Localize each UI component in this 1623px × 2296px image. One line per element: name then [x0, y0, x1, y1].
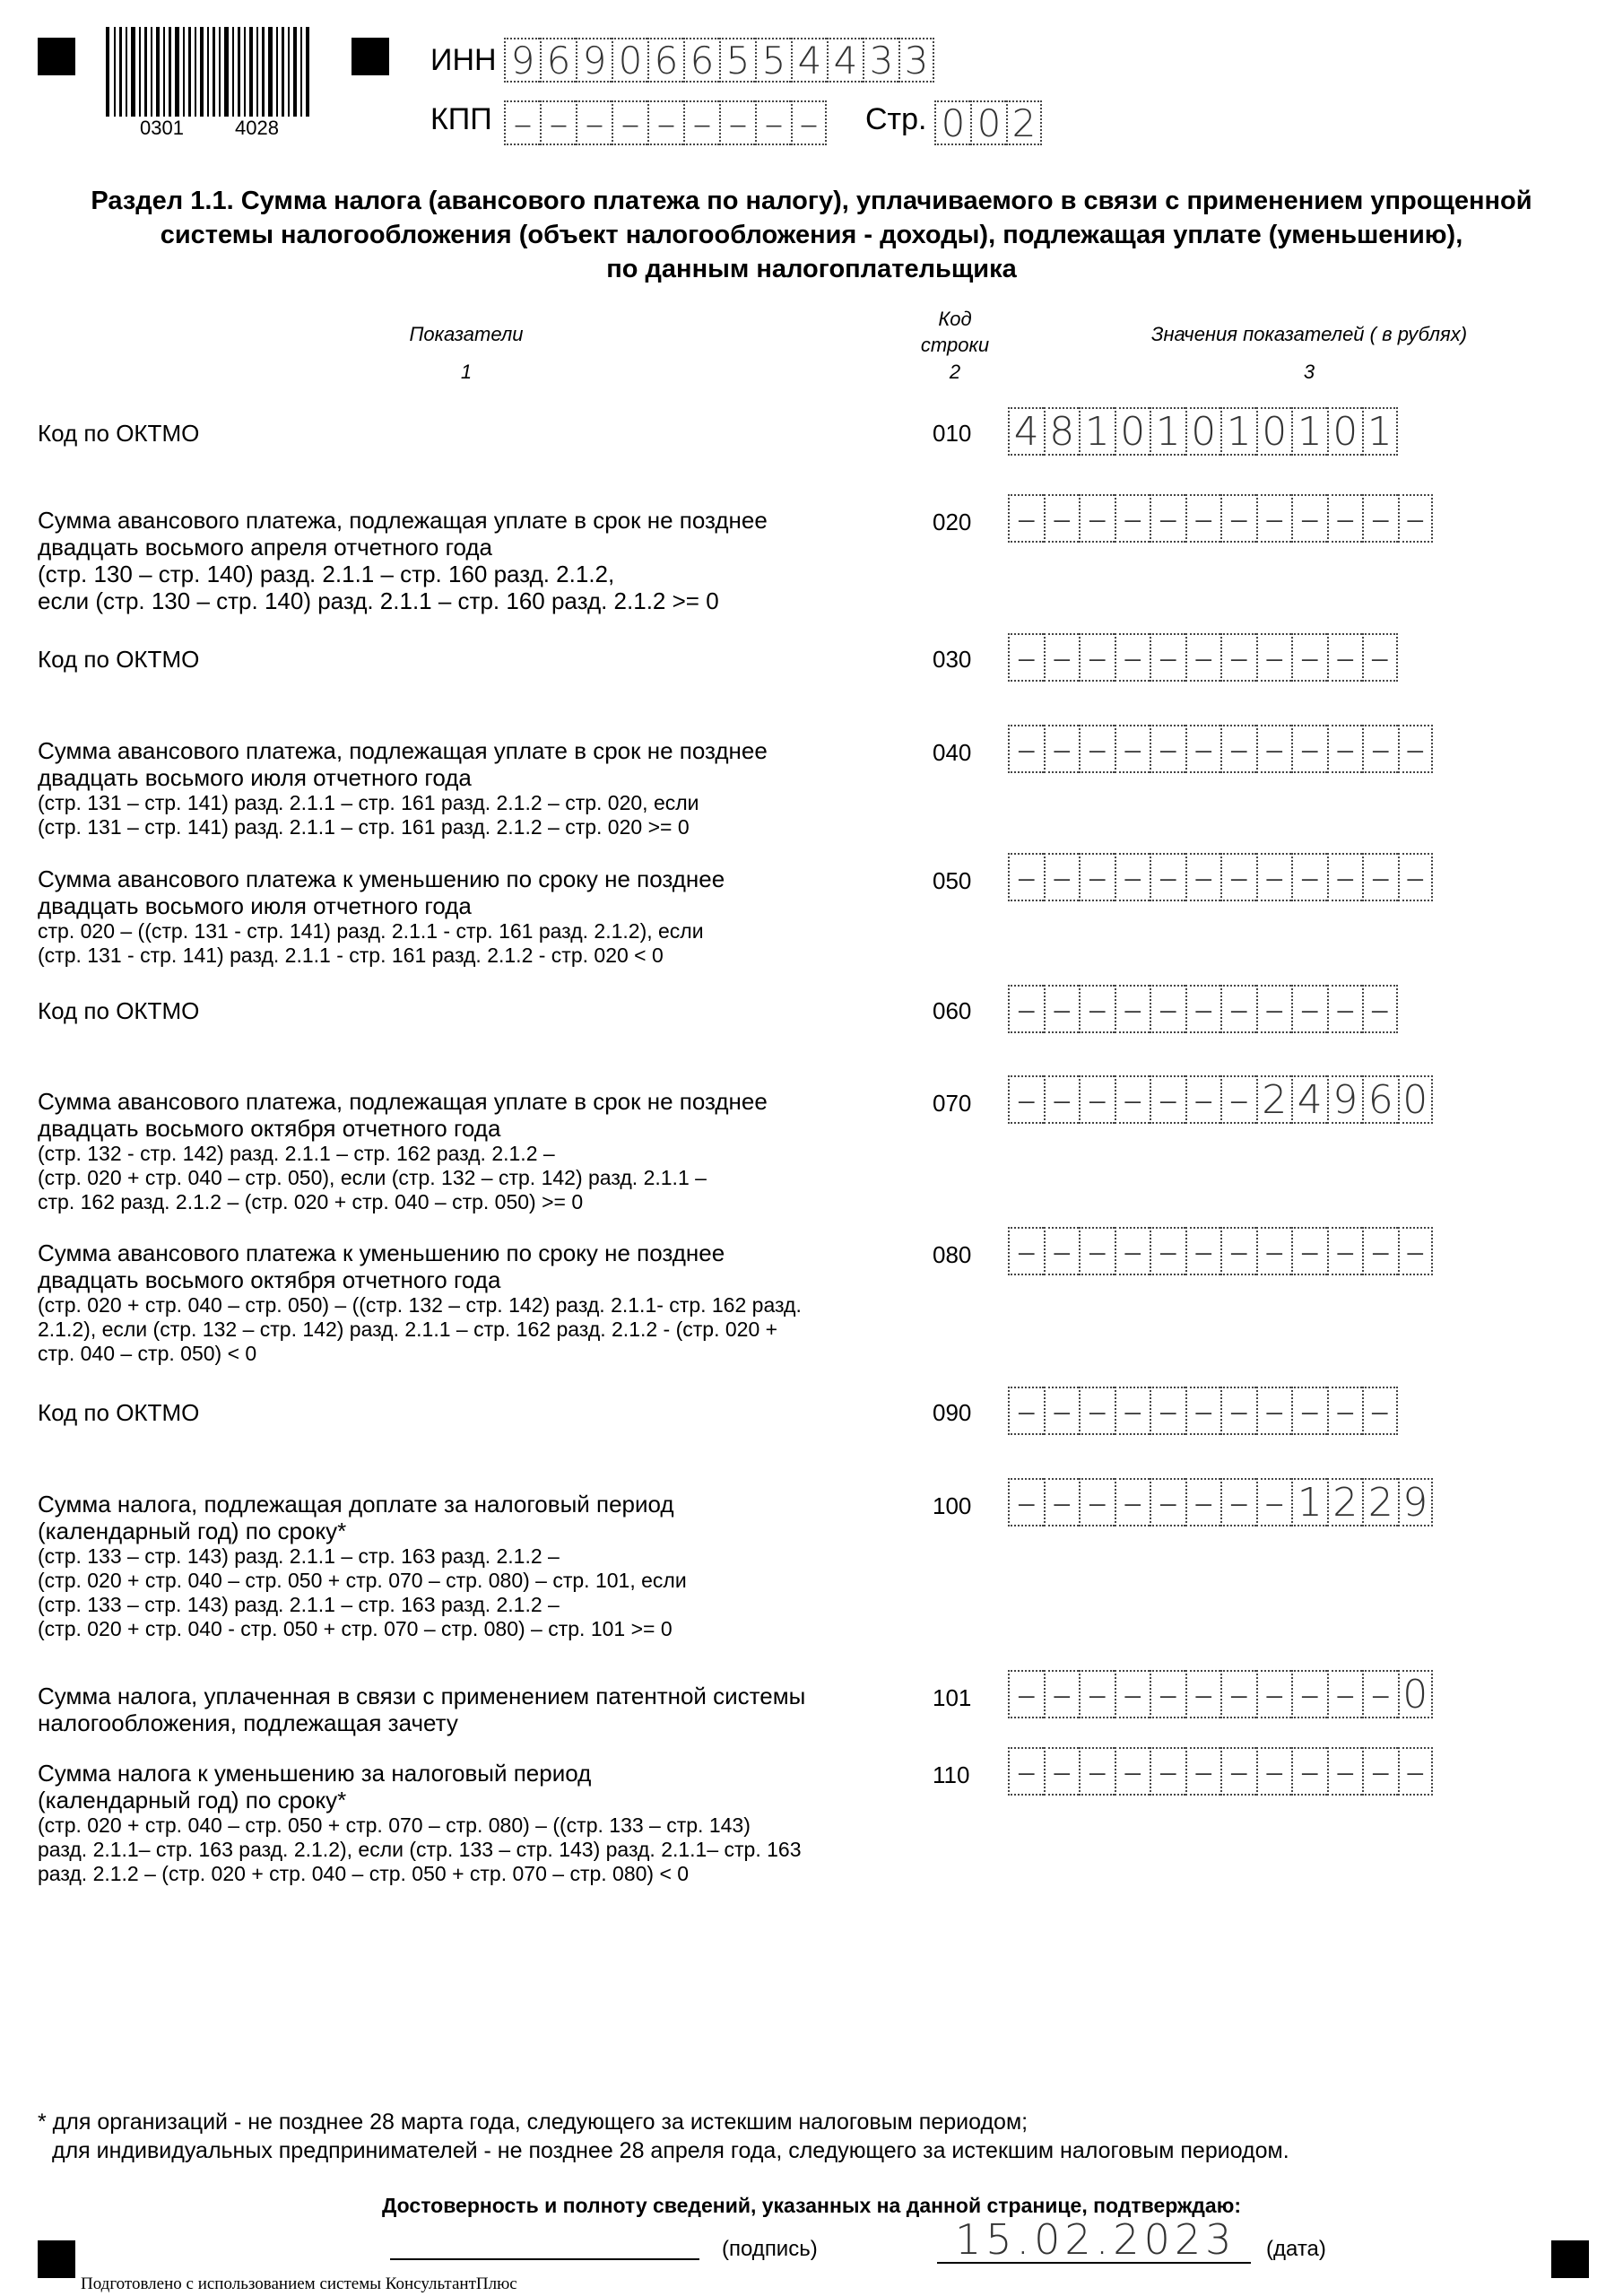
row-030-value-cell[interactable]: –	[1008, 633, 1044, 682]
page-label: Стр.	[865, 102, 927, 136]
row-060-value-cell[interactable]: –	[1362, 985, 1398, 1033]
row-070-value-cell[interactable]: 2	[1256, 1075, 1292, 1124]
row-100-value-cell[interactable]: 9	[1398, 1478, 1434, 1526]
row-030-code: 030	[933, 646, 972, 673]
inn-cell[interactable]: 6	[647, 38, 683, 83]
column-header-indicators: Показатели	[409, 323, 524, 345]
page-number-cell[interactable]: 2	[1006, 100, 1042, 145]
section-title-line-3: по данным налогоплательщика	[606, 255, 1017, 283]
row-090-value-field	[1008, 1387, 1398, 1435]
section-title-line-1: Раздел 1.1. Сумма налога (авансового платежа по налогу), уплачиваемого в связи с применением упрощенной	[91, 187, 1532, 215]
row-030-value-field	[1008, 633, 1398, 682]
row-090-value-cell[interactable]: –	[1008, 1387, 1044, 1435]
confirmation-text: Достоверность и полноту сведений, указанных на данной странице, подтверждаю:	[381, 2194, 1241, 2217]
row-040-value-field	[1008, 725, 1433, 773]
row-101-value-cell[interactable]: –	[1256, 1670, 1292, 1718]
row-100-value-cell[interactable]: –	[1115, 1478, 1150, 1526]
column-number-2: 2	[949, 361, 961, 383]
kpp-cell[interactable]: –	[719, 100, 755, 145]
row-080-value-field	[1008, 1227, 1433, 1275]
row-060-value-cell[interactable]: –	[1256, 985, 1292, 1033]
row-080-value-cell[interactable]: –	[1256, 1227, 1292, 1275]
row-060-value-cell[interactable]: –	[1044, 985, 1080, 1033]
row-020-code: 020	[933, 509, 972, 535]
row-040-value-cell[interactable]: –	[1079, 725, 1115, 773]
row-070-value-cell[interactable]: 0	[1398, 1075, 1434, 1124]
row-070-value-cell[interactable]: –	[1044, 1075, 1080, 1124]
row-090-value-cell[interactable]: –	[1150, 1387, 1185, 1435]
row-040-value-cell[interactable]: –	[1327, 725, 1363, 773]
kpp-cell[interactable]: –	[647, 100, 683, 145]
row-101-value-cell[interactable]: –	[1150, 1670, 1185, 1718]
row-040-value-cell[interactable]: –	[1362, 725, 1398, 773]
row-090-value-cell[interactable]: –	[1044, 1387, 1080, 1435]
row-110-value-cell[interactable]: –	[1150, 1747, 1185, 1796]
row-010-value-cell[interactable]: 0	[1185, 407, 1221, 456]
kpp-field	[504, 100, 827, 145]
row-110-value-cell[interactable]: –	[1185, 1747, 1221, 1796]
row-100-formula: (стр. 133 – стр. 143) разд. 2.1.1 – стр. 163 разд. 2.1.2 – (стр. 020 + стр. 040 – стр. 050 + стр. 070 – стр. 080) – стр. 101, если (стр. 133 – стр. 143) разд. 2.1.1 – стр. 163 разд. 2.1.2 – (стр. 020 + стр. 040 - стр. 050 + стр. 070 – стр. 080) – стр. 101 >= 0	[38, 1544, 687, 1640]
footnote-line-1: * для организаций - не позднее 28 марта года, следующего за истекшим налоговым периодом;	[38, 2109, 1028, 2135]
row-080-value-cell[interactable]: –	[1185, 1227, 1221, 1275]
inn-cell[interactable]: 4	[791, 38, 827, 83]
row-080-formula: (стр. 020 + стр. 040 – стр. 050) – ((стр. 132 – стр. 142) разд. 2.1.1- стр. 162 разд. 2.1.2), если (стр. 132 – стр. 142) разд. 2.1.1 – стр. 162 разд. 2.1.2 - (стр. 020 + стр. 040 – стр. 050) < 0	[38, 1293, 802, 1365]
row-030-value-cell[interactable]: –	[1115, 633, 1150, 682]
row-101-code: 101	[933, 1684, 972, 1711]
row-110-value-field	[1008, 1747, 1433, 1796]
row-070-formula: (стр. 132 - стр. 142) разд. 2.1.1 – стр. 162 разд. 2.1.2 – (стр. 020 + стр. 040 – стр. 050), если (стр. 132 – стр. 142) разд. 2.1.1 – стр. 162 разд. 2.1.2 – (стр. 020 + стр. 040 – стр. 050) >= 0	[38, 1142, 707, 1213]
row-010-value-cell[interactable]: 4	[1008, 407, 1044, 456]
row-110-value-cell[interactable]: –	[1291, 1747, 1327, 1796]
row-080-label	[38, 1239, 881, 1366]
row-070-code: 070	[933, 1090, 972, 1117]
row-020-value-cell[interactable]: –	[1362, 494, 1398, 543]
row-060-value-cell[interactable]: –	[1327, 985, 1363, 1033]
row-050-label	[38, 865, 881, 968]
row-020-value-cell[interactable]: –	[1115, 494, 1150, 543]
row-030-value-cell[interactable]: –	[1362, 633, 1398, 682]
column-header-values: Значения показателей ( в рублях)	[1150, 323, 1468, 345]
row-080-value-cell[interactable]: –	[1008, 1227, 1044, 1275]
row-020-label	[38, 507, 881, 614]
inn-cell[interactable]: 3	[898, 38, 934, 83]
row-060-code: 060	[933, 997, 972, 1024]
row-110-value-cell[interactable]: –	[1362, 1747, 1398, 1796]
row-050-value-cell[interactable]: –	[1044, 853, 1080, 901]
row-020-value-cell[interactable]: –	[1291, 494, 1327, 543]
row-050-value-cell[interactable]: –	[1291, 853, 1327, 901]
row-020-value-cell[interactable]: –	[1256, 494, 1292, 543]
row-100-value-cell[interactable]: –	[1256, 1478, 1292, 1526]
row-100-value-cell[interactable]: 2	[1327, 1478, 1363, 1526]
row-050-value-cell[interactable]: –	[1362, 853, 1398, 901]
barcode-left-number: 0301	[140, 117, 184, 139]
kpp-cell[interactable]: –	[755, 100, 791, 145]
row-010-value-cell[interactable]: 0	[1115, 407, 1150, 456]
row-040-label	[38, 737, 881, 839]
row-040-value-cell[interactable]: –	[1044, 725, 1080, 773]
row-010-value-field	[1008, 407, 1398, 456]
row-101-value-cell[interactable]: –	[1291, 1670, 1327, 1718]
row-050-value-cell[interactable]: –	[1115, 853, 1150, 901]
row-101-value-cell[interactable]: 0	[1398, 1670, 1434, 1718]
row-030-value-cell[interactable]: –	[1327, 633, 1363, 682]
row-100-value-cell[interactable]: –	[1008, 1478, 1044, 1526]
row-040-value-cell[interactable]: –	[1150, 725, 1185, 773]
row-101-value-cell[interactable]: –	[1185, 1670, 1221, 1718]
row-080-value-cell[interactable]: –	[1220, 1227, 1256, 1275]
row-050-value-cell[interactable]: –	[1398, 853, 1434, 901]
row-050-value-cell[interactable]: –	[1256, 853, 1292, 901]
row-030-value-cell[interactable]: –	[1291, 633, 1327, 682]
row-020-value-cell[interactable]: –	[1044, 494, 1080, 543]
row-101-value-cell[interactable]: –	[1079, 1670, 1115, 1718]
inn-cell[interactable]: 5	[719, 38, 755, 83]
row-090-value-cell[interactable]: –	[1362, 1387, 1398, 1435]
page-number-field	[934, 100, 1042, 145]
row-020-value-cell[interactable]: –	[1398, 494, 1434, 543]
row-080-code: 080	[933, 1241, 972, 1268]
inn-cell[interactable]: 0	[612, 38, 647, 83]
row-010-value-cell[interactable]: 1	[1362, 407, 1398, 456]
row-080-value-cell[interactable]: –	[1150, 1227, 1185, 1275]
row-010-code: 010	[933, 420, 972, 447]
row-090-code: 090	[933, 1399, 972, 1426]
kpp-cell[interactable]: –	[791, 100, 827, 145]
row-110-value-cell[interactable]: –	[1115, 1747, 1150, 1796]
row-020-main-text: Сумма авансового платежа, подлежащая уплате в срок не позднее двадцать восьмого апреля отчетного года (стр. 130 – стр. 140) разд. 2.1.1 – стр. 160 разд. 2.1.2, если (стр. 130 – стр. 140) разд. 2.1.1 – стр. 160 разд. 2.1.2 >= 0	[38, 507, 768, 614]
row-020-value-cell[interactable]: –	[1327, 494, 1363, 543]
inn-label: ИНН	[430, 43, 497, 77]
row-110-value-cell[interactable]: –	[1044, 1747, 1080, 1796]
inn-field	[504, 38, 934, 83]
row-070-value-cell[interactable]: –	[1220, 1075, 1256, 1124]
row-050-value-cell[interactable]: –	[1185, 853, 1221, 901]
corner-marker-bottom-left	[38, 2240, 75, 2278]
row-050-value-field	[1008, 853, 1433, 901]
barcode-right-number: 4028	[235, 117, 279, 139]
row-060-value-cell[interactable]: –	[1079, 985, 1115, 1033]
row-040-value-cell[interactable]: –	[1220, 725, 1256, 773]
row-070-value-cell[interactable]: 9	[1327, 1075, 1363, 1124]
row-050-value-cell[interactable]: –	[1220, 853, 1256, 901]
row-090-value-cell[interactable]: –	[1115, 1387, 1150, 1435]
row-050-code: 050	[933, 867, 972, 894]
row-110-value-cell[interactable]: –	[1256, 1747, 1292, 1796]
row-101-value-cell[interactable]: –	[1220, 1670, 1256, 1718]
row-040-value-cell[interactable]: –	[1185, 725, 1221, 773]
row-070-value-field	[1008, 1075, 1433, 1124]
kpp-cell[interactable]: –	[540, 100, 576, 145]
row-070-value-cell[interactable]: –	[1008, 1075, 1044, 1124]
row-070-label	[38, 1088, 881, 1214]
row-030-value-cell[interactable]: –	[1044, 633, 1080, 682]
row-060-value-field	[1008, 985, 1398, 1033]
row-040-formula: (стр. 131 – стр. 141) разд. 2.1.1 – стр. 161 разд. 2.1.2 – стр. 020, если (стр. 131 – стр. 141) разд. 2.1.1 – стр. 161 разд. 2.1.2 – стр. 020 >= 0	[38, 791, 699, 839]
row-070-main-text: Сумма авансового платежа, подлежащая уплате в срок не позднее двадцать восьмого октября отчетного года	[38, 1088, 768, 1142]
row-060-main-text: Код по ОКТМО	[38, 997, 200, 1024]
inn-cell[interactable]: 3	[863, 38, 898, 83]
prepared-by-note: Подготовлено с использованием системы КонсультантПлюс	[81, 2274, 517, 2293]
page-number-cell[interactable]: 0	[970, 100, 1006, 145]
corner-marker-top-right	[352, 38, 389, 75]
row-101-value-cell[interactable]: –	[1327, 1670, 1363, 1718]
inn-cell[interactable]: 6	[540, 38, 576, 83]
row-070-value-cell[interactable]: –	[1079, 1075, 1115, 1124]
row-070-value-cell[interactable]: –	[1185, 1075, 1221, 1124]
row-101-value-cell[interactable]: –	[1008, 1670, 1044, 1718]
row-080-value-cell[interactable]: –	[1291, 1227, 1327, 1275]
row-100-label	[38, 1491, 881, 1641]
row-010-value-cell[interactable]: 1	[1079, 407, 1115, 456]
row-080-value-cell[interactable]: –	[1398, 1227, 1434, 1275]
barcode	[106, 27, 312, 121]
row-050-value-cell[interactable]: –	[1079, 853, 1115, 901]
row-050-value-cell[interactable]: –	[1327, 853, 1363, 901]
row-010-value-cell[interactable]: 0	[1327, 407, 1363, 456]
kpp-cell[interactable]: –	[683, 100, 719, 145]
row-010-value-cell[interactable]: 1	[1291, 407, 1327, 456]
row-100-value-cell[interactable]: –	[1044, 1478, 1080, 1526]
row-090-value-cell[interactable]: –	[1256, 1387, 1292, 1435]
row-080-value-cell[interactable]: –	[1044, 1227, 1080, 1275]
row-110-code: 110	[933, 1761, 970, 1788]
row-080-value-cell[interactable]: –	[1079, 1227, 1115, 1275]
row-020-value-cell[interactable]: –	[1220, 494, 1256, 543]
row-060-value-cell[interactable]: –	[1185, 985, 1221, 1033]
row-030-value-cell[interactable]: –	[1079, 633, 1115, 682]
row-090-value-cell[interactable]: –	[1291, 1387, 1327, 1435]
row-010-value-cell[interactable]: 8	[1044, 407, 1080, 456]
row-020-value-cell[interactable]: –	[1185, 494, 1221, 543]
row-020-value-field	[1008, 494, 1433, 543]
row-040-value-cell[interactable]: –	[1291, 725, 1327, 773]
row-090-value-cell[interactable]: –	[1327, 1387, 1363, 1435]
row-070-value-cell[interactable]: 6	[1362, 1075, 1398, 1124]
column-number-3: 3	[1303, 361, 1315, 383]
date-value[interactable]: 15.02.2023	[955, 2215, 1237, 2264]
row-101-label	[38, 1683, 881, 1736]
row-060-value-cell[interactable]: –	[1115, 985, 1150, 1033]
row-101-value-cell[interactable]: –	[1362, 1670, 1398, 1718]
section-title-line-2: системы налогообложения (объект налогообложения - доходы), подлежащая уплате (уменьшению),	[160, 221, 1463, 249]
row-100-code: 100	[933, 1492, 972, 1519]
row-110-formula: (стр. 020 + стр. 040 – стр. 050 + стр. 070 – стр. 080) – ((стр. 133 – стр. 143) разд. 2.1.1– стр. 163 разд. 2.1.2), если (стр. 133 – стр. 143) разд. 2.1.1– стр. 163 разд. 2.1.2 – (стр. 020 + стр. 040 – стр. 050 + стр. 070 – стр. 080) < 0	[38, 1813, 802, 1885]
row-090-value-cell[interactable]: –	[1079, 1387, 1115, 1435]
inn-cell[interactable]: 9	[504, 38, 540, 83]
row-100-value-cell[interactable]: 1	[1291, 1478, 1327, 1526]
row-020-value-cell[interactable]: –	[1079, 494, 1115, 543]
kpp-cell[interactable]: –	[504, 100, 540, 145]
row-040-value-cell[interactable]: –	[1398, 725, 1434, 773]
row-100-value-cell[interactable]: –	[1220, 1478, 1256, 1526]
row-110-value-cell[interactable]: –	[1327, 1747, 1363, 1796]
row-110-value-cell[interactable]: –	[1079, 1747, 1115, 1796]
row-070-value-cell[interactable]: –	[1115, 1075, 1150, 1124]
row-090-value-cell[interactable]: –	[1185, 1387, 1221, 1435]
row-101-value-cell[interactable]: –	[1044, 1670, 1080, 1718]
row-080-value-cell[interactable]: –	[1115, 1227, 1150, 1275]
row-030-main-text: Код по ОКТМО	[38, 646, 200, 673]
signature-line[interactable]	[390, 2258, 699, 2260]
row-040-value-cell[interactable]: –	[1008, 725, 1044, 773]
row-030-value-cell[interactable]: –	[1256, 633, 1292, 682]
row-040-main-text: Сумма авансового платежа, подлежащая уплате в срок не позднее двадцать восьмого июля отчетного года	[38, 737, 768, 791]
page-number-cell[interactable]: 0	[934, 100, 970, 145]
row-080-value-cell[interactable]: –	[1362, 1227, 1398, 1275]
row-100-value-cell[interactable]: –	[1185, 1478, 1221, 1526]
row-110-value-cell[interactable]: –	[1398, 1747, 1434, 1796]
row-090-label	[38, 1399, 881, 1426]
row-010-value-cell[interactable]: 0	[1256, 407, 1292, 456]
kpp-label: КПП	[430, 102, 492, 136]
corner-marker-top-left	[38, 38, 75, 75]
row-060-value-cell[interactable]: –	[1150, 985, 1185, 1033]
footnote-line-2: для индивидуальных предпринимателей - не позднее 28 апреля года, следующего за истекшим налоговым периодом.	[52, 2138, 1289, 2163]
row-100-value-field	[1008, 1478, 1433, 1526]
row-110-label	[38, 1760, 881, 1886]
row-101-main-text: Сумма налога, уплаченная в связи с применением патентной системы налогообложения, подлежащая зачету	[38, 1683, 806, 1736]
row-100-main-text: Сумма налога, подлежащая доплате за налоговый период (календарный год) по сроку*	[38, 1491, 674, 1544]
row-100-value-cell[interactable]: –	[1079, 1478, 1115, 1526]
row-020-value-cell[interactable]: –	[1150, 494, 1185, 543]
row-090-main-text: Код по ОКТМО	[38, 1399, 200, 1426]
row-060-value-cell[interactable]: –	[1008, 985, 1044, 1033]
row-070-value-cell[interactable]: 4	[1291, 1075, 1327, 1124]
row-080-value-cell[interactable]: –	[1327, 1227, 1363, 1275]
row-060-label	[38, 997, 881, 1024]
corner-marker-bottom-right	[1551, 2240, 1589, 2278]
row-060-value-cell[interactable]: –	[1291, 985, 1327, 1033]
row-030-value-cell[interactable]: –	[1220, 633, 1256, 682]
date-label: (дата)	[1266, 2237, 1326, 2261]
signature-label: (подпись)	[722, 2237, 818, 2261]
row-050-main-text: Сумма авансового платежа к уменьшению по сроку не позднее двадцать восьмого июля отчетного года	[38, 865, 725, 919]
row-030-value-cell[interactable]: –	[1185, 633, 1221, 682]
row-020-value-cell[interactable]: –	[1008, 494, 1044, 543]
column-number-1: 1	[460, 361, 473, 383]
row-100-value-cell[interactable]: –	[1150, 1478, 1185, 1526]
row-010-value-cell[interactable]: 1	[1150, 407, 1185, 456]
inn-cell[interactable]: 9	[576, 38, 612, 83]
kpp-cell[interactable]: –	[612, 100, 647, 145]
row-050-formula: стр. 020 – ((стр. 131 - стр. 141) разд. 2.1.1 - стр. 161 разд. 2.1.2), если (стр. 131 - стр. 141) разд. 2.1.1 - стр. 161 разд. 2.1.2 - стр. 020 < 0	[38, 919, 704, 967]
inn-cell[interactable]: 4	[827, 38, 863, 83]
row-010-value-cell[interactable]: 1	[1220, 407, 1256, 456]
row-050-value-cell[interactable]: –	[1150, 853, 1185, 901]
row-060-value-cell[interactable]: –	[1220, 985, 1256, 1033]
row-080-main-text: Сумма авансового платежа к уменьшению по сроку не позднее двадцать восьмого октября отчетного года	[38, 1239, 725, 1293]
row-101-value-field	[1008, 1670, 1433, 1718]
row-010-main-text: Код по ОКТМО	[38, 420, 200, 447]
inn-cell[interactable]: 6	[683, 38, 719, 83]
row-100-value-cell[interactable]: 2	[1362, 1478, 1398, 1526]
column-header-code-line-2: строки	[920, 334, 990, 356]
row-030-value-cell[interactable]: –	[1150, 633, 1185, 682]
row-040-code: 040	[933, 739, 972, 766]
row-050-value-cell[interactable]: –	[1008, 853, 1044, 901]
row-040-value-cell[interactable]: –	[1115, 725, 1150, 773]
date-line	[937, 2262, 1251, 2264]
row-010-label	[38, 420, 881, 447]
row-070-value-cell[interactable]: –	[1150, 1075, 1185, 1124]
barcode-bars	[106, 27, 312, 117]
row-110-value-cell[interactable]: –	[1220, 1747, 1256, 1796]
row-101-value-cell[interactable]: –	[1115, 1670, 1150, 1718]
kpp-cell[interactable]: –	[576, 100, 612, 145]
row-110-main-text: Сумма налога к уменьшению за налоговый период (календарный год) по сроку*	[38, 1760, 592, 1813]
row-040-value-cell[interactable]: –	[1256, 725, 1292, 773]
inn-cell[interactable]: 5	[755, 38, 791, 83]
row-090-value-cell[interactable]: –	[1220, 1387, 1256, 1435]
row-030-label	[38, 646, 881, 673]
row-110-value-cell[interactable]: –	[1008, 1747, 1044, 1796]
column-header-code-line-1: Код	[938, 308, 972, 330]
